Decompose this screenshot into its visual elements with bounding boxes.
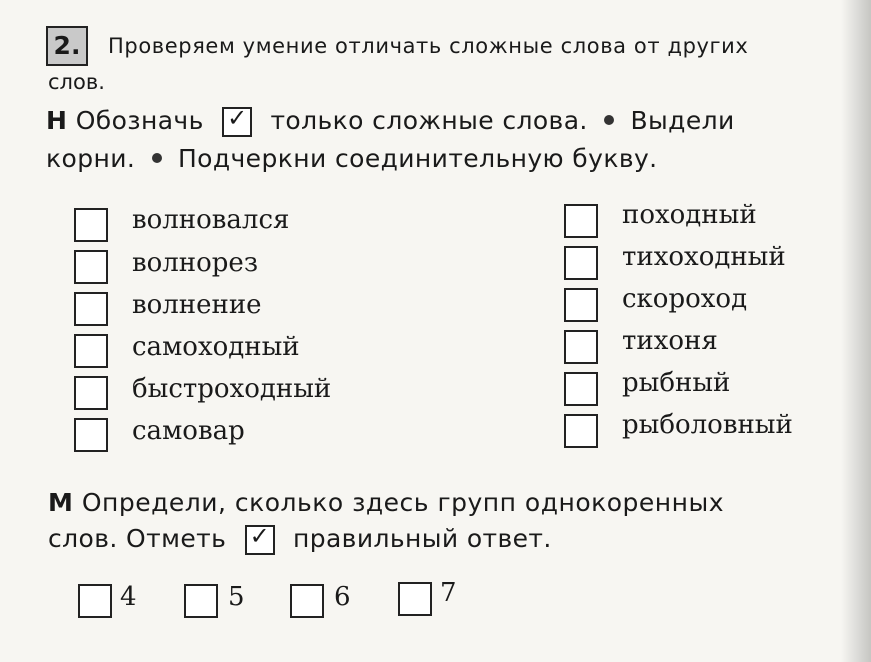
instruction-mark-text: Обозначь [75, 106, 204, 135]
instruction-n-line1 [46, 106, 735, 137]
instruction-m-line1 [48, 488, 724, 517]
bullet-icon [604, 115, 614, 125]
word-left-4: самоходный [132, 332, 300, 362]
instruction-compound-text: только сложные слова. [270, 106, 588, 135]
sample-checkbox-icon: ✓ [245, 525, 275, 555]
word-right-1: походный [622, 200, 757, 230]
task-number-badge: 2. [46, 26, 88, 66]
instruction-n-line2 [46, 144, 658, 173]
checkbox-word-left-1[interactable] [74, 208, 108, 242]
task-title: Проверяем умение отличать сложные слова от других [108, 34, 749, 58]
checkbox-word-left-4[interactable] [74, 334, 108, 368]
checkbox-word-right-5[interactable] [564, 372, 598, 406]
instruction-determine-text: Определи, сколько здесь групп однокоренных [81, 488, 725, 517]
level-marker-m: М [48, 488, 74, 517]
word-left-2: волнорез [132, 248, 259, 278]
answer-checkbox-2[interactable] [184, 584, 218, 618]
word-right-4: тихоня [622, 326, 718, 356]
answer-option-3: 6 [334, 582, 351, 612]
checkbox-word-left-3[interactable] [74, 292, 108, 326]
instruction-correct-answer-text: правильный ответ. [292, 524, 552, 553]
word-right-6: рыболовный [622, 410, 793, 440]
checkbox-word-right-2[interactable] [564, 246, 598, 280]
word-left-3: волнение [132, 290, 262, 320]
checkbox-word-left-6[interactable] [74, 418, 108, 452]
task-title-continued: слов. [48, 70, 105, 94]
checkbox-word-left-5[interactable] [74, 376, 108, 410]
checkbox-word-right-4[interactable] [564, 330, 598, 364]
sample-checkbox-icon: ✓ [222, 107, 252, 137]
answer-checkbox-1[interactable] [78, 584, 112, 618]
instruction-mark-answer-text: слов. Отметь [48, 524, 227, 553]
answer-option-1: 4 [120, 582, 137, 612]
checkbox-word-right-1[interactable] [564, 204, 598, 238]
word-right-3: скороход [622, 284, 748, 314]
checkbox-word-right-3[interactable] [564, 288, 598, 322]
word-left-5: быстроходный [132, 374, 332, 404]
level-marker-n: Н [46, 106, 68, 135]
checkbox-word-right-6[interactable] [564, 414, 598, 448]
word-right-2: тихоходный [622, 242, 786, 272]
word-left-1: волновался [132, 205, 290, 235]
answer-option-2: 5 [228, 582, 245, 612]
answer-option-4: 7 [440, 578, 457, 608]
instruction-roots-text: корни. [46, 144, 136, 173]
page-edge-shadow [841, 0, 871, 662]
instruction-m-line2 [48, 524, 552, 555]
answer-checkbox-4[interactable] [398, 582, 432, 616]
word-left-6: самовар [132, 416, 245, 446]
checkbox-word-left-2[interactable] [74, 250, 108, 284]
instruction-highlight-text: Выдели [630, 106, 735, 135]
instruction-underline-text: Подчеркни соединительную букву. [177, 144, 658, 173]
word-right-5: рыбный [622, 368, 731, 398]
answer-checkbox-3[interactable] [290, 584, 324, 618]
bullet-icon [152, 153, 162, 163]
